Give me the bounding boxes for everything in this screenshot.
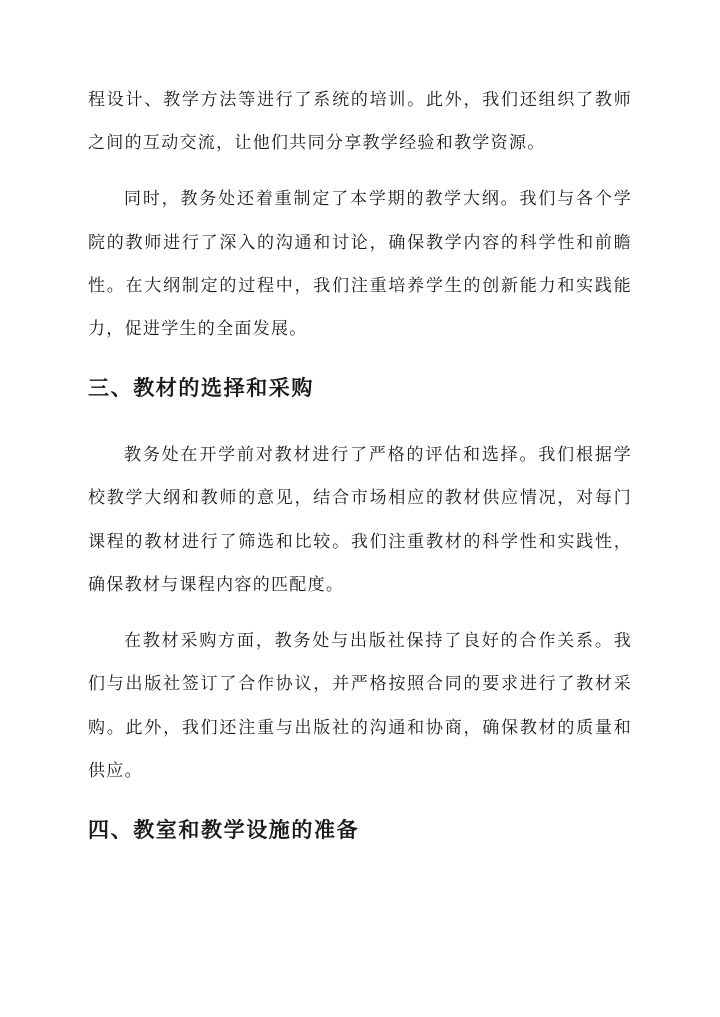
- paragraph-line: 供应。: [88, 761, 143, 781]
- paragraph-line: 力，促进学生的全面发展。: [88, 319, 308, 339]
- paragraph-line: 校教学大纲和教师的意见，结合市场相应的教材供应情况，对每门: [88, 488, 632, 508]
- paragraph-line: 在教材采购方面，教务处与出版社保持了良好的合作关系。我: [124, 631, 632, 651]
- paragraph-line: 同时，教务处还着重制定了本学期的教学大纲。我们与各个学: [124, 189, 632, 209]
- paragraph-line: 购。此外，我们还注重与出版社的沟通和协商，确保教材的质量和: [88, 718, 632, 738]
- section-heading-4: 四、教室和教学设施的准备: [88, 817, 360, 842]
- paragraph-line: 确保教材与课程内容的匹配度。: [88, 575, 345, 595]
- section-heading-3: 三、教材的选择和采购: [88, 375, 314, 400]
- paragraph-line: 教务处在开学前对教材进行了严格的评估和选择。我们根据学: [124, 445, 632, 465]
- paragraph-line: 程设计、教学方法等进行了系统的培训。此外，我们还组织了教师: [88, 90, 632, 110]
- paragraph-line: 性。在大纲制定的过程中，我们注重培养学生的创新能力和实践能: [88, 276, 632, 296]
- paragraph-line: 院的教师进行了深入的沟通和讨论，确保教学内容的科学性和前瞻: [88, 233, 632, 253]
- paragraph-line: 之间的互动交流，让他们共同分享教学经验和教学资源。: [88, 133, 546, 153]
- paragraph-line: 课程的教材进行了筛选和比较。我们注重教材的科学性和实践性，: [88, 532, 632, 552]
- paragraph-line: 们与出版社签订了合作协议，并严格按照合同的要求进行了教材采: [88, 674, 632, 694]
